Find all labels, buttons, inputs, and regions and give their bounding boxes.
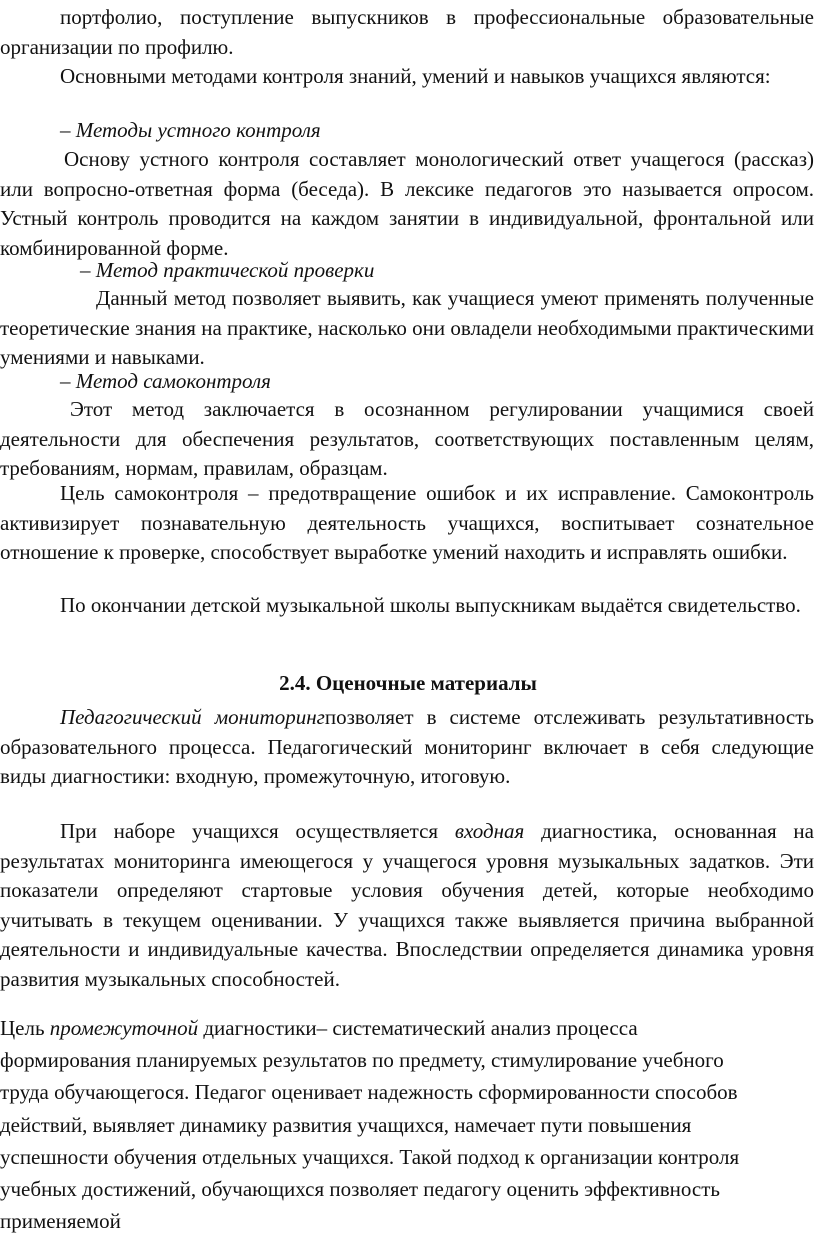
paragraph-intro: портфолио, поступление выпускников в профессиональные образовательные организации по профилю. <box>0 5 814 59</box>
interim-text-start: Цель <box>0 1016 50 1040</box>
paragraph-interim-diagnostics <box>0 1012 760 1237</box>
interim-text-rest: диагностики– систематический анализ процесса формирования планируемых результатов по предмету, стимулирование учебного труда обучающегося. Педагог оценивает надежность сформированности способов действий, выявляет динамику развития учащихся, намечает пути повышения успешности обучения отдельных учащихся. Такой подход к организации контроля учебных достижений, обучающихся позволяет педагогу оценить эффективность применяемой <box>0 1016 740 1234</box>
paragraph-monitoring <box>0 703 814 792</box>
heading-self-control: – Метод самоконтроля <box>60 369 271 393</box>
monitoring-term: Педагогический мониторинг <box>60 705 325 729</box>
heading-practical-check: – Метод практической проверки <box>80 258 375 282</box>
interim-term: промежуточной <box>49 1016 199 1040</box>
section-title: 2.4. Оценочные материалы <box>279 671 537 695</box>
heading-oral-control: – Методы устного контроля <box>60 118 321 142</box>
paragraph-practical-check: Данный метод позволяет выявить, как учащиеся умеют применять полученные теоретические знания на практике, насколько они овладели необходимыми практическими умениями и навыками. <box>0 286 814 370</box>
entry-text-rest: диагностика, основанная на результатах мониторинга имеющегося у учащегося уровня музыкальных задатков. Эти показатели определяют стартовые условия обучения детей, которые необходимо учитывать в текущем оценивании. У учащихся также выявляется причина выбранной деятельности и индивидуальные качества. Впоследствии определяется динамика уровня развития музыкальных способностей. <box>0 819 814 991</box>
entry-text-start: При наборе учащихся осуществляется <box>60 819 455 843</box>
paragraph-self-control-goal: Цель самоконтроля – предотвращение ошибок и их исправление. Самоконтроль активизирует познавательную деятельность учащихся, воспитывает сознательное отношение к проверке, способствует выработке умений находить и исправлять ошибки. <box>0 481 814 565</box>
paragraph-methods-intro: Основными методами контроля знаний, умений и навыков учащихся являются: <box>60 64 771 88</box>
paragraph-oral-control: Основу устного контроля составляет монологический ответ учащегося (рассказ) или вопросно-ответная форма (беседа). В лексике педагогов это называется опросом. Устный контроль проводится на каждом занятии в индивидуальной, фронтальной или комбинированной форме. <box>0 147 814 260</box>
monitoring-text: позволяет в системе отслеживать результативность образовательного процесса. Педагогический мониторинг включает в себя следующие виды диагностики: входную, промежуточную, итоговую. <box>0 705 814 789</box>
paragraph-certificate: По окончании детской музыкальной школы выпускникам выдаётся свидетельство. <box>60 593 801 617</box>
paragraph-self-control: Этот метод заключается в осознанном регулировании учащимися своей деятельности для обеспечения результатов, соответствующих поставленным целям, требованиям, нормам, правилам, образцам. <box>0 397 814 481</box>
entry-term: входная <box>454 819 525 843</box>
paragraph-entry-diagnostics <box>0 817 814 995</box>
